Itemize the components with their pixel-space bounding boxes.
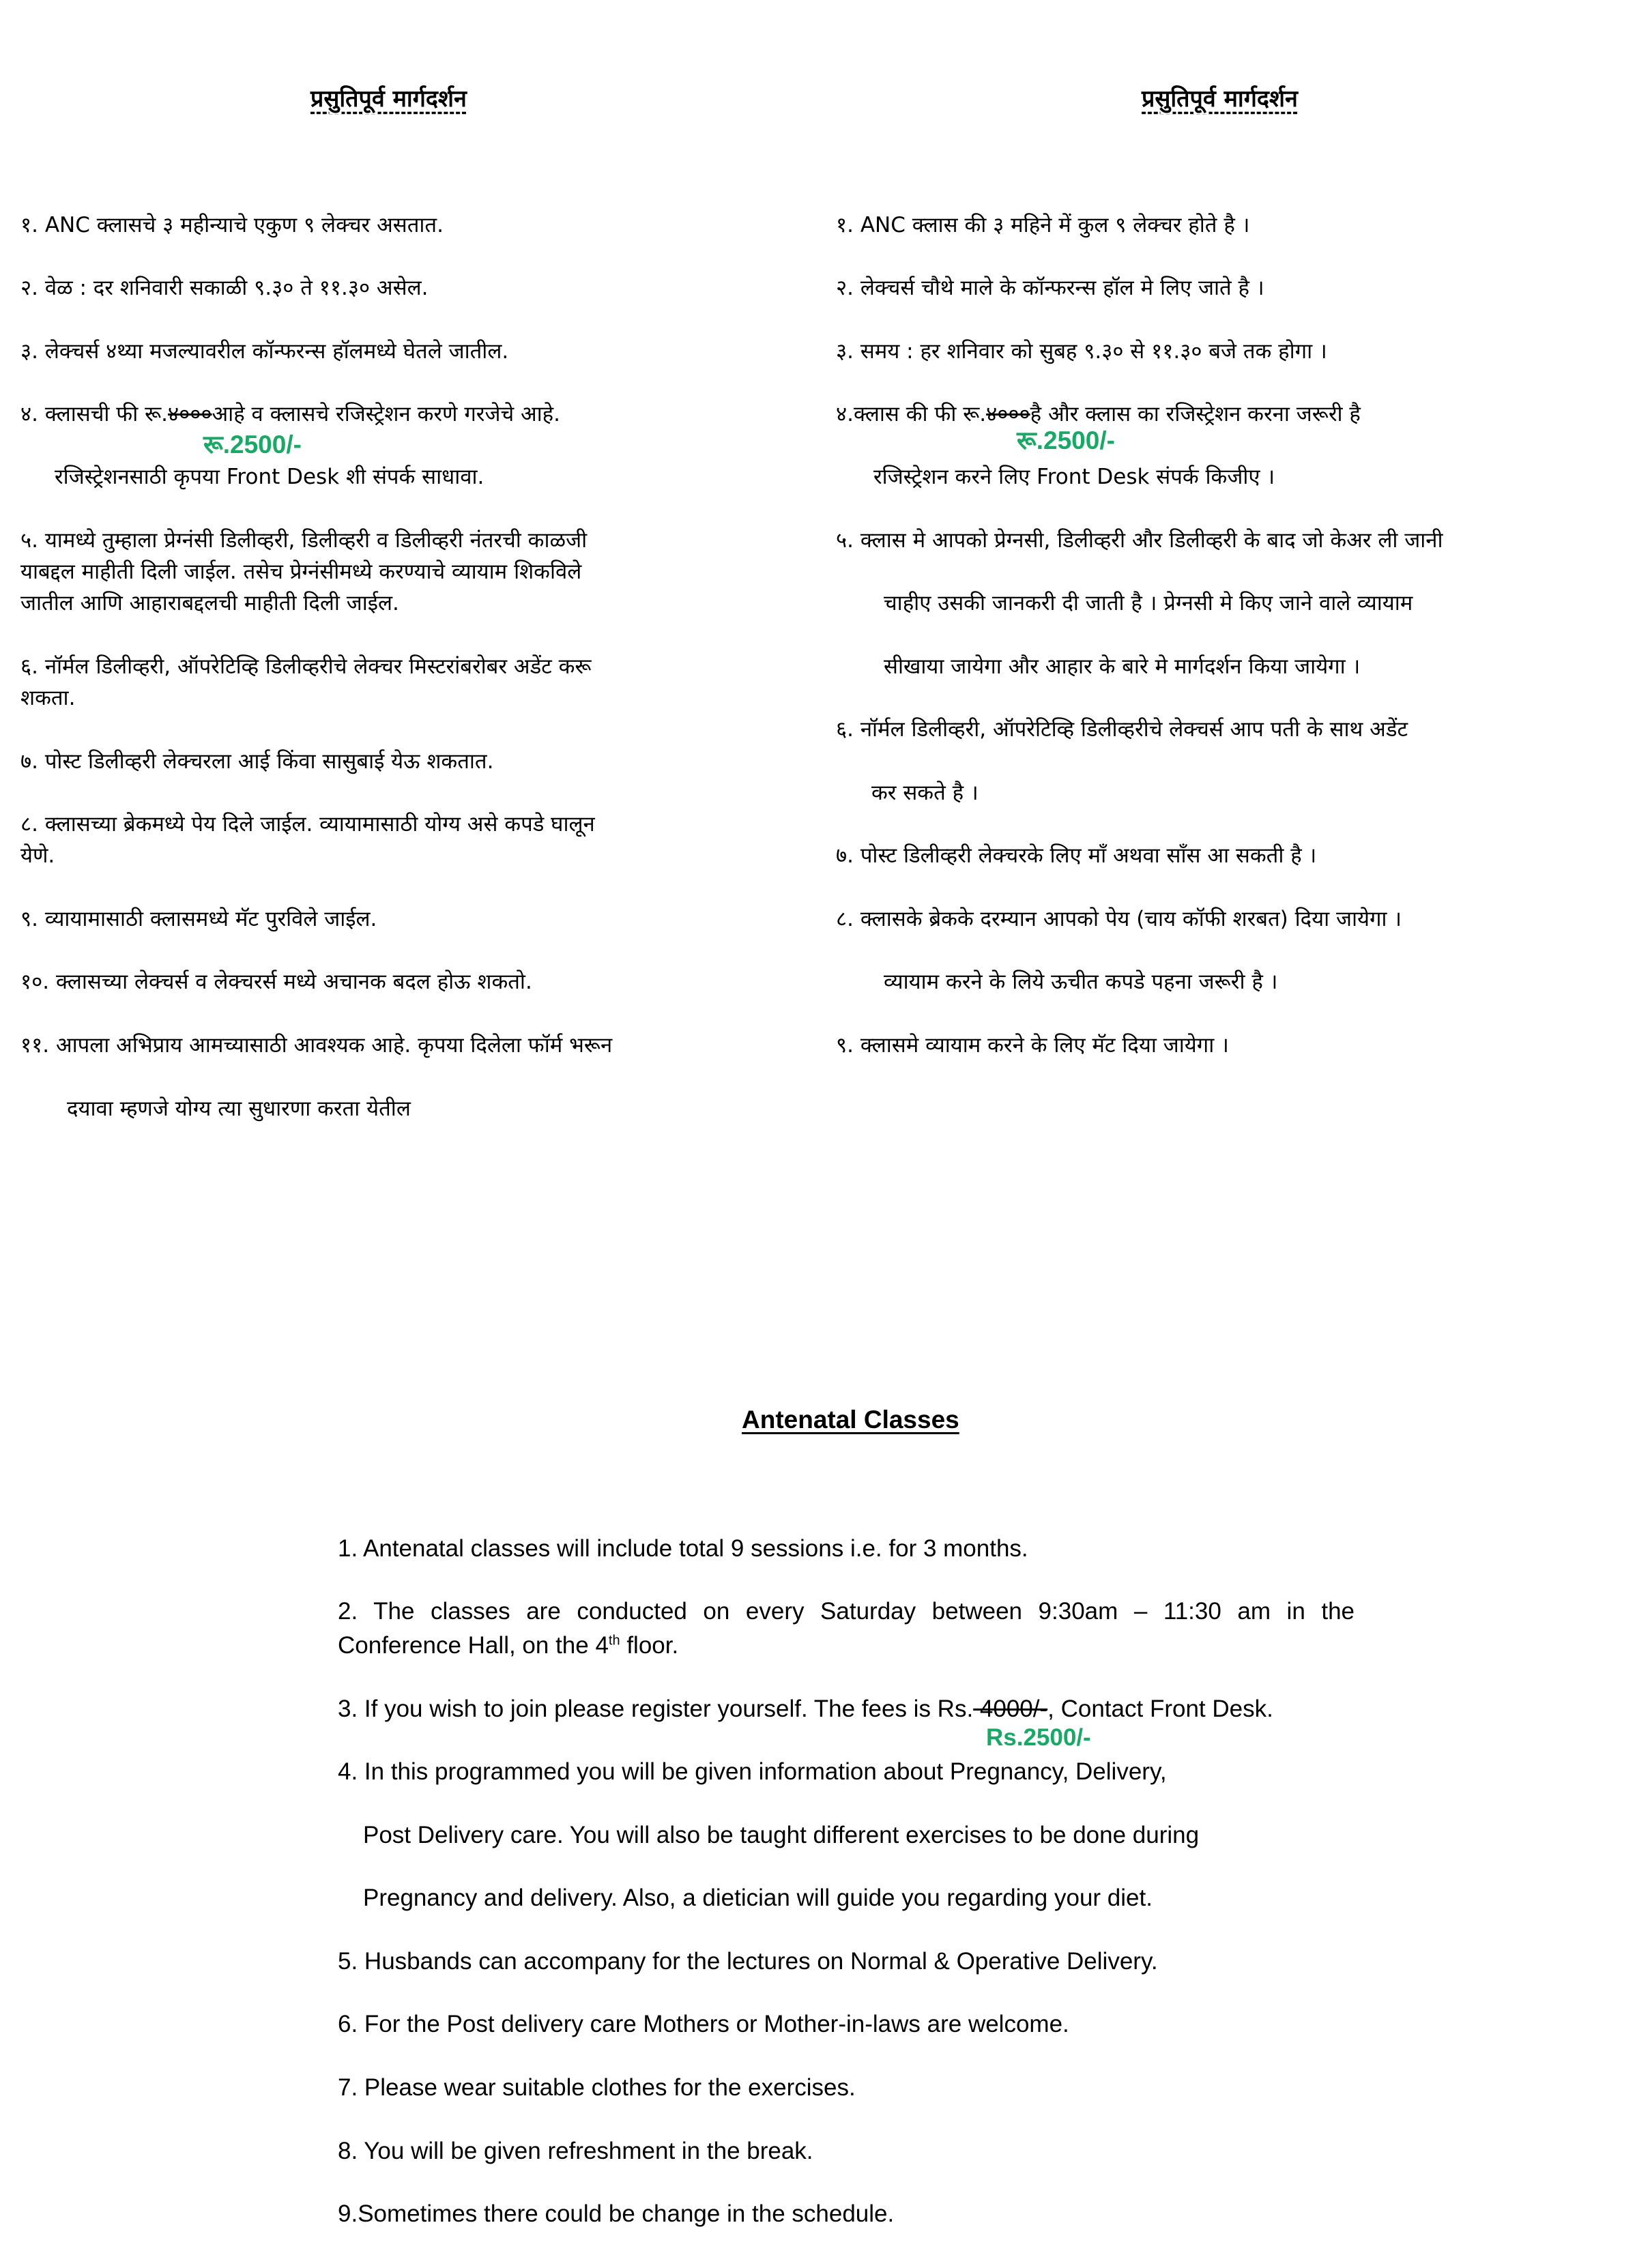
english-item-4: 4. In this programmed you will be given information about Pregnancy, Delivery, [338, 1758, 1167, 1785]
english-item-2-cont [338, 1632, 678, 1659]
hindi-new-fee: रू.2500/- [1017, 426, 1115, 454]
marathi-new-fee: रू.2500/- [203, 431, 302, 459]
marathi-item-6: ६. नॉर्मल डिलीव्हरी, ऑपरेटिव्हि डिलीव्हरीचे लेक्चर मिस्टरांबरोबर अडेंट करू [20, 654, 592, 679]
hindi-item-4-cont: रजिस्ट्रेशन करने लिए Front Desk संपर्क किजीए । [873, 465, 1275, 489]
marathi-item-11-cont: दयावा म्हणजे योग्य त्या सुधारणा करता येतील [67, 1096, 411, 1121]
english-item-2-sup: th [608, 1633, 620, 1648]
marathi-item-4 [20, 399, 560, 428]
marathi-item-8-cont: येणे. [20, 843, 55, 868]
marathi-title: प्रसुतिपूर्व मार्गदर्शन [310, 85, 467, 113]
english-item-2-text-end: floor. [620, 1632, 679, 1659]
english-item-6: 6. For the Post delivery care Mothers or Mother-in-laws are welcome. [338, 2011, 1069, 2037]
english-item-3 [338, 1696, 1273, 1723]
marathi-item-4-text-a: ४. क्लासची फी रू. [20, 402, 169, 426]
hindi-item-2: २. लेक्चर्स चौथे माले के कॉन्फरन्स हॉल मे लिए जाते है । [836, 276, 1264, 300]
english-item-3-text-b: , Contact Front Desk. [1047, 1696, 1273, 1722]
hindi-item-6: ६. नॉर्मल डिलीव्हरी, ऑपरेटिव्हि डिलीव्हरीचे लेक्चर्स आप पती के साथ अडेंट [836, 717, 1408, 742]
english-item-2-text: Conference Hall, on the 4 [338, 1632, 609, 1659]
english-item-7: 7. Please wear suitable clothes for the exercises. [338, 2074, 856, 2101]
english-item-9: 9.Sometimes there could be change in the schedule. [338, 2200, 895, 2227]
marathi-item-2: २. वेळ : दर शनिवारी सकाळी ९.३० ते ११.३० असेल. [20, 276, 429, 300]
english-item-2: 2. The classes are conducted on every Saturday between 9:30am – 11:30 am in the [338, 1598, 1355, 1625]
hindi-item-8: ८. क्लासके ब्रेकके दरम्यान आपको पेय (चाय कॉफी शरबत) दिया जायेगा । [836, 907, 1402, 931]
hindi-item-5-cont2: सीखाया जायेगा और आहार के बारे मे मार्गदर्शन किया जायेगा । [884, 654, 1361, 679]
hindi-item-7: ७. पोस्ट डिलीव्हरी लेक्चरके लिए माँ अथवा साँस आ सकती है । [836, 843, 1317, 868]
marathi-item-10: १०. क्लासच्या लेक्चर्स व लेक्चरर्स मध्ये अचानक बदल होऊ शकतो. [20, 970, 532, 994]
english-item-1: 1. Antenatal classes will include total 9 sessions i.e. for 3 months. [338, 1535, 1028, 1562]
marathi-item-4-cont: रजिस्ट्रेशनसाठी कृपया Front Desk शी संपर्क साधावा. [55, 465, 484, 489]
english-item-4-cont1: Post Delivery care. You will also be taught different exercises to be done during [363, 1822, 1200, 1848]
hindi-item-9: ९. क्लासमे व्यायाम करने के लिए मॅट दिया जायेगा । [836, 1033, 1229, 1058]
hindi-item-4-text-a: ४.क्लास की फी रू. [836, 402, 987, 426]
english-item-3-text-a: 3. If you wish to join please register yourself. The fees is Rs. [338, 1696, 974, 1722]
hindi-item-8-cont: व्यायाम करने के लिये ऊचीत कपडे पहना जरूरी है । [884, 970, 1278, 994]
marathi-item-7: ७. पोस्ट डिलीव्हरी लेक्चरला आई किंवा सासुबाई येऊ शकतात. [20, 749, 494, 774]
hindi-item-1: १. ANC क्लास की ३ महिने में कुल ९ लेक्चर होते है । [836, 213, 1250, 237]
hindi-old-fee: ४००० [986, 402, 1030, 426]
hindi-title: प्रसुतिपूर्व मार्गदर्शन [1142, 85, 1298, 113]
hindi-item-5-cont1: चाहीए उसकी जानकरी दी जाती है । प्रेग्नसी मे किए जाने वाले व्यायाम [884, 591, 1413, 615]
marathi-item-8: ८. क्लासच्या ब्रेकमध्ये पेय दिले जाईल. व्यायामासाठी योग्य असे कपडे घालून [20, 812, 595, 837]
marathi-item-4-text-b: आहे व क्लासचे रजिस्ट्रेशन करणे गरजेचे आहे. [212, 402, 560, 426]
marathi-item-3: ३. लेक्चर्स ४थ्या मजल्यावरील कॉन्फरन्स हॉलमध्ये घेतले जातील. [20, 339, 509, 364]
marathi-item-11: ११. आपला अभिप्राय आमच्यासाठी आवश्यक आहे. कृपया दिलेला फॉर्म भरून [20, 1033, 613, 1058]
hindi-item-6-cont: कर सकते है । [871, 781, 979, 805]
hindi-item-4-text-b: है और क्लास का रजिस्ट्रेशन करना जरूरी है [1030, 402, 1361, 426]
english-title: Antenatal Classes [742, 1406, 959, 1434]
marathi-item-1: १. ANC क्लासचे ३ महीन्याचे एकुण ९ लेक्चर असतात. [20, 213, 444, 237]
english-item-4-cont2: Pregnancy and delivery. Also, a dietician will guide you regarding your diet. [363, 1885, 1153, 1911]
hindi-item-5: ५. क्लास मे आपको प्रेग्नसी, डिलीव्हरी और डिलीव्हरी के बाद जो केअर ली जानी [836, 528, 1443, 553]
marathi-old-fee: ४००० [168, 402, 212, 426]
english-item-5: 5. Husbands can accompany for the lectures on Normal & Operative Delivery. [338, 1948, 1158, 1975]
marathi-item-5-cont2: जातील आणि आहाराबद्दलची माहीती दिली जाईल. [20, 591, 399, 615]
english-item-8: 8. You will be given refreshment in the break. [338, 2138, 813, 2164]
hindi-item-3: ३. समय : हर शनिवार को सुबह ९.३० से ११.३० बजे तक होगा । [836, 339, 1327, 364]
marathi-item-5: ५. यामध्ये तुम्हाला प्रेग्नंसी डिलीव्हरी, डिलीव्हरी व डिलीव्हरी नंतरची काळजी [20, 528, 588, 553]
marathi-item-9: ९. व्यायामासाठी क्लासमध्ये मॅट पुरविले जाईल. [20, 907, 377, 931]
english-new-fee: Rs.2500/- [986, 1724, 1091, 1751]
english-old-fee: 4000/- [973, 1696, 1048, 1722]
marathi-item-5-cont1: याबद्दल माहीती दिली जाईल. तसेच प्रेग्नंसीमध्ये करण्याचे व्यायाम शिकविले [20, 559, 582, 584]
marathi-item-6-cont: शकता. [20, 686, 76, 710]
